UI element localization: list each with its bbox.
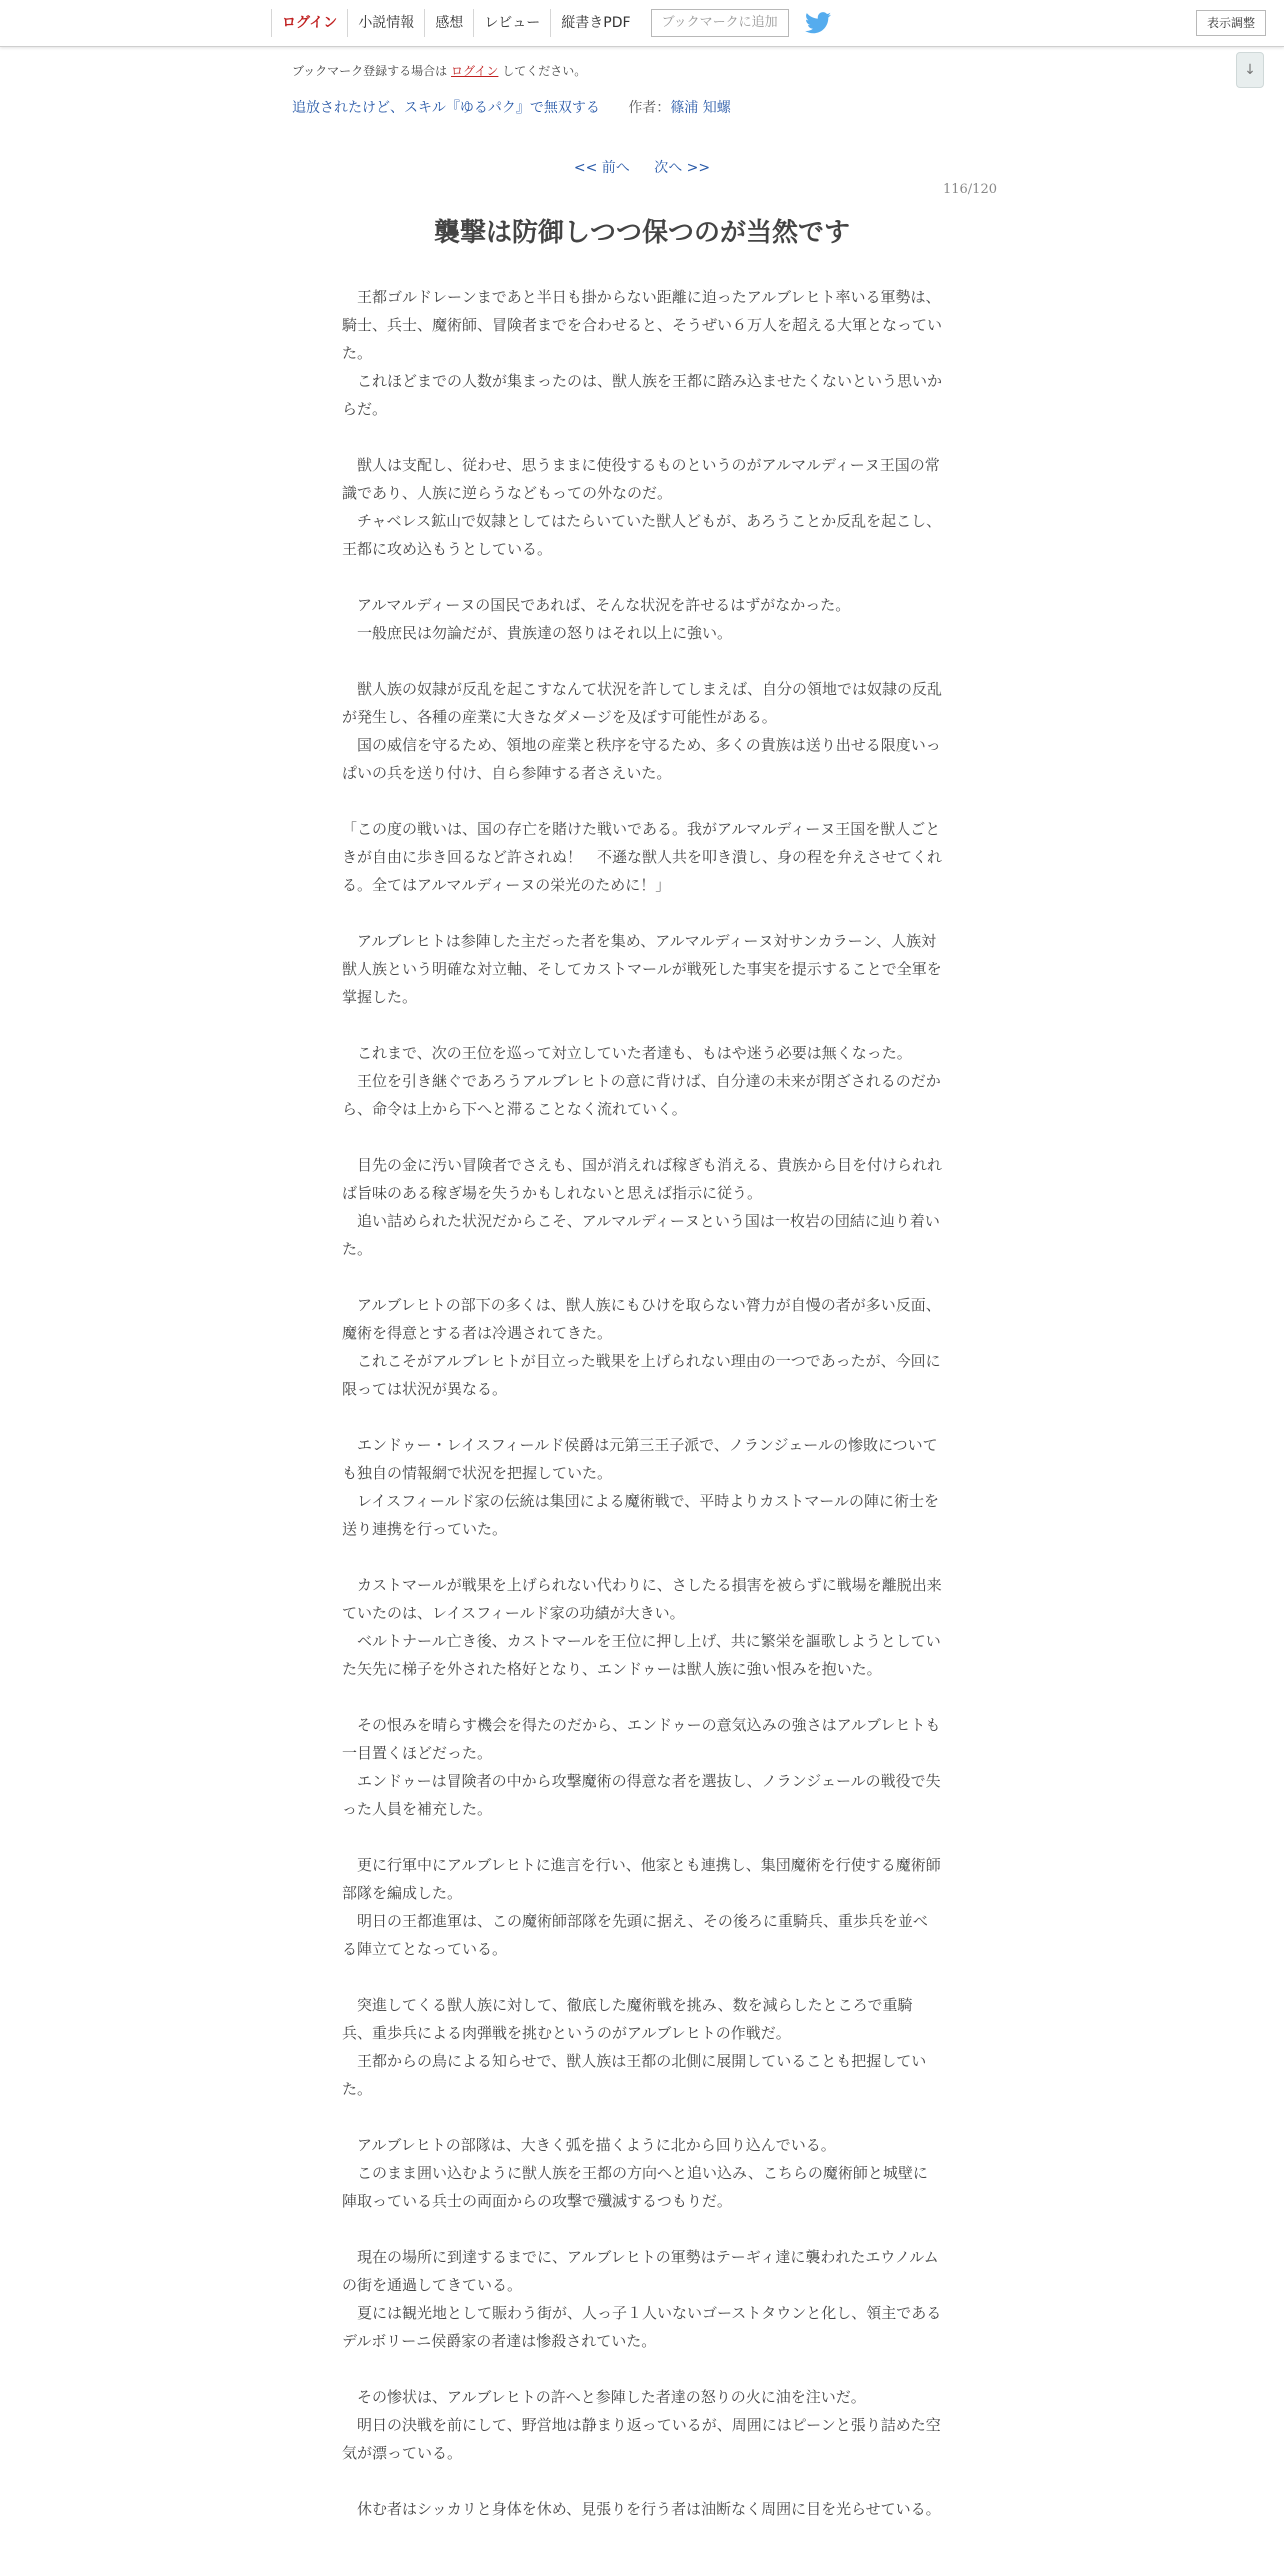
body-paragraph: 更に行軍中にアルブレヒトに進言を行い、他家とも連携し、集団魔術を行使する魔術師部隊を編成した。: [342, 1856, 941, 1902]
nav-impressions-link[interactable]: 感想: [424, 9, 473, 37]
notice-text-after: してください。: [502, 64, 587, 78]
nav-login-link[interactable]: ログイン: [271, 9, 347, 37]
next-chapter-link[interactable]: 次へ >>: [654, 160, 711, 176]
body-paragraph: 国の威信を守るため、領地の産業と秩序を守るため、多くの貴族は送り出せる限度いっぱいの兵を送り付け、自ら参陣する者さえいた。: [342, 736, 941, 782]
blank-line: [342, 2355, 942, 2383]
chapter-number: 116/120: [942, 182, 997, 197]
body-paragraph: 一般庶民は勿論だが、貴族達の怒りはそれ以上に強い。: [342, 624, 733, 642]
novel-body-text: [342, 283, 942, 2523]
blank-line: [342, 1263, 942, 1291]
body-paragraph: 王都からの鳥による知らせで、獣人族は王都の北側に展開していることも把握していた。: [342, 2052, 927, 2098]
body-paragraph: 明日の王都進軍は、この魔術師部隊を先頭に据え、その後ろに重騎兵、重歩兵を並べる陣立てとなっている。: [342, 1912, 928, 1958]
chapter-title: 襲撃は防御しつつ保つのが当然です: [433, 218, 850, 248]
blank-line: [342, 1823, 942, 1851]
notice-text-before: ブックマーク登録する場合は: [292, 64, 448, 78]
blank-line: [342, 787, 942, 815]
body-paragraph: エンドゥー・レイスフィールド侯爵は元第三王子派で、ノランジェールの惨敗についても独自の情報網で状況を把握していた。: [342, 1436, 938, 1482]
blank-line: [342, 647, 942, 675]
nav-novel-info-link[interactable]: 小説情報: [347, 9, 424, 37]
blank-line: [342, 2103, 942, 2131]
body-paragraph: 明日の決戦を前にして、野営地は静まり返っているが、周囲にはピーンと張り詰めた空気が漂っている。: [342, 2416, 941, 2462]
scroll-down-arrow-icon[interactable]: ↓: [1236, 52, 1264, 88]
chapter-pager: [0, 157, 1284, 177]
author-link[interactable]: 篠浦 知螺: [670, 100, 731, 116]
body-paragraph: 「この度の戦いは、国の存亡を賭けた戦いである。我がアルマルディーヌ王国を獣人ごときが自由に歩き回るなど許されぬ！ 不遜な獣人共を叩き潰し、身の程を弁えさせてくれる。全てはアルマルディーヌの栄光のために！」: [342, 820, 943, 894]
blank-line: [342, 1011, 942, 1039]
body-paragraph: レイスフィールド家の伝統は集団による魔術戦で、平時よりカストマールの陣に術士を送り連携を行っていた。: [342, 1492, 940, 1538]
body-paragraph: 現在の場所に到達するまでに、アルブレヒトの軍勢はテーギィ達に襲われたエウノルムの街を通過してきている。: [342, 2248, 939, 2294]
body-paragraph: アルブレヒトは参陣した主だった者を集め、アルマルディーヌ対サンカラーン、人族対獣人族という明確な対立軸、そしてカストマールが戦死した事実を提示することで全軍を掌握した。: [342, 932, 942, 1006]
body-paragraph: アルブレヒトの部下の多くは、獣人族にもひけを取らない膂力が自慢の者が多い反面、魔術を得意とする者は冷遇されてきた。: [342, 1296, 941, 1342]
author-label: 作者：: [628, 100, 671, 116]
body-paragraph: 夏には観光地として賑わう街が、人っ子１人いないゴーストタウンと化し、領主であるデルボリーニ侯爵家の者達は惨殺されていた。: [342, 2304, 942, 2350]
prev-chapter-link[interactable]: << 前へ: [573, 160, 630, 176]
novel-title-link[interactable]: 追放されたけど、スキル『ゆるパク』で無双する: [292, 100, 600, 116]
nav-pdf-link[interactable]: 縦書きPDF: [550, 9, 640, 37]
top-navigation-bar: [0, 0, 1284, 47]
body-paragraph: これまで、次の王位を巡って対立していた者達も、もはや迷う必要は無くなった。: [342, 1044, 912, 1062]
body-paragraph: 王位を引き継ぐであろうアルブレヒトの意に背けば、自分達の未来が閉ざされるのだから、命令は上から下へと滞ることなく流れていく。: [342, 1072, 941, 1118]
body-paragraph: このまま囲い込むように獣人族を王都の方向へと追い込み、こちらの魔術師と城壁に陣取っている兵士の両面からの攻撃で殲滅するつもりだ。: [342, 2164, 928, 2210]
notice-login-link[interactable]: ログイン: [451, 64, 499, 78]
body-paragraph: カストマールが戦果を上げられない代わりに、さしたる損害を被らずに戦場を離脱出来ていたのは、レイスフィールド家の功績が大きい。: [342, 1576, 942, 1622]
blank-line: [342, 1403, 942, 1431]
blank-line: [342, 1123, 942, 1151]
novel-header: [292, 97, 731, 117]
twitter-icon[interactable]: [805, 12, 831, 34]
blank-line: [342, 563, 942, 591]
blank-line: [342, 1683, 942, 1711]
blank-line: [342, 1543, 942, 1571]
body-paragraph: 獣人族の奴隷が反乱を起こすなんて状況を許してしまえば、自分の領地では奴隷の反乱が発生し、各種の産業に大きなダメージを及ぼす可能性がある。: [342, 680, 943, 726]
blank-line: [342, 1963, 942, 1991]
body-paragraph: 追い詰められた状況だからこそ、アルマルディーヌという国は一枚岩の団結に辿り着いた。: [342, 1212, 940, 1258]
body-paragraph: その恨みを晴らす機会を得たのだから、エンドゥーの意気込みの強さはアルブレヒトも一目置くほどだった。: [342, 1716, 941, 1762]
body-paragraph: アルブレヒトの部隊は、大きく弧を描くように北から回り込んでいる。: [342, 2136, 836, 2154]
body-paragraph: 王都ゴルドレーンまであと半日も掛からない距離に迫ったアルブレヒト率いる軍勢は、騎士、兵士、魔術師、冒険者までを合わせると、そうぜい６万人を超える大軍となっていた。: [342, 288, 943, 362]
blank-line: [342, 899, 942, 927]
nav-menu: [271, 0, 831, 46]
display-settings-button[interactable]: 表示調整: [1196, 10, 1266, 36]
body-paragraph: その惨状は、アルブレヒトの許へと参陣した者達の怒りの火に油を注いだ。: [342, 2388, 866, 2406]
body-paragraph: 突進してくる獣人族に対して、徹底した魔術戦を挑み、数を減らしたところで重騎兵、重歩兵による肉弾戦を挑むというのがアルブレヒトの作戦だ。: [342, 1996, 913, 2042]
bookmark-login-notice: [292, 62, 586, 79]
blank-line: [342, 2215, 942, 2243]
body-paragraph: これこそがアルブレヒトが目立った戦果を上げられない理由の一つであったが、今回に限っては状況が異なる。: [342, 1352, 941, 1398]
body-paragraph: アルマルディーヌの国民であれば、そんな状況を許せるはずがなかった。: [342, 596, 851, 614]
body-paragraph: 目先の金に汚い冒険者でさえも、国が消えれば稼ぎも消える、貴族から目を付けられれば旨味のある稼ぎ場を失うかもしれないと思えば指示に従う。: [342, 1156, 943, 1202]
body-paragraph: チャベレス鉱山で奴隷としてはたらいていた獣人どもが、あろうことか反乱を起こし、王都に攻め込もうとしている。: [342, 512, 942, 558]
bookmark-add-button[interactable]: ブックマークに追加: [651, 9, 789, 37]
blank-line: [342, 2467, 942, 2495]
body-paragraph: エンドゥーは冒険者の中から攻撃魔術の得意な者を選抜し、ノランジェールの戦役で失った人員を補充した。: [342, 1772, 941, 1818]
body-paragraph: これほどまでの人数が集まったのは、獣人族を王都に踏み込ませたくないという思いからだ。: [342, 372, 943, 418]
body-paragraph: 休む者はシッカリと身体を休め、見張りを行う者は油断なく周囲に目を光らせている。: [342, 2500, 941, 2518]
blank-line: [342, 423, 942, 451]
nav-review-link[interactable]: レビュー: [473, 9, 550, 37]
body-paragraph: 獣人は支配し、従わせ、思うままに使役するものというのがアルマルディーヌ王国の常識であり、人族に逆らうなどもっての外なのだ。: [342, 456, 940, 502]
body-paragraph: ベルトナール亡き後、カストマールを王位に押し上げ、共に繁栄を謳歌しようとしていた矢先に梯子を外された格好となり、エンドゥーは獣人族に強い恨みを抱いた。: [342, 1632, 941, 1678]
